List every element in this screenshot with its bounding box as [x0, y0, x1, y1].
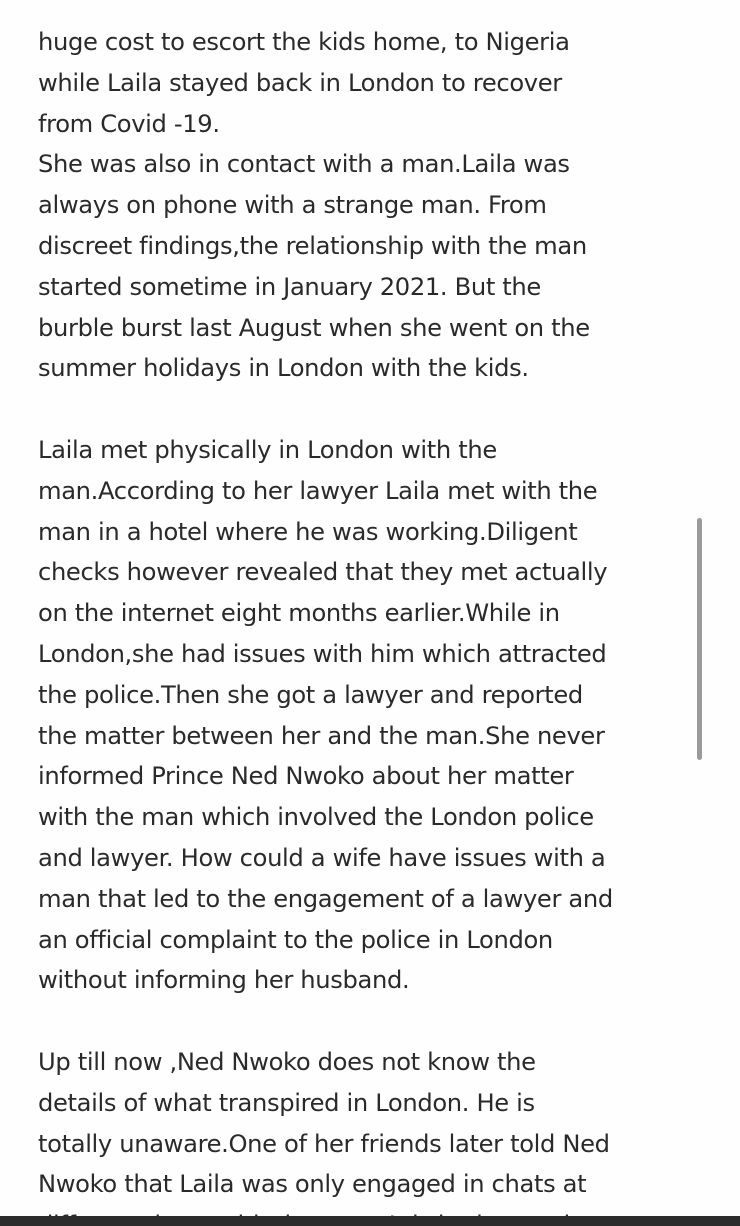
paragraph-spacer — [38, 1001, 678, 1042]
text-line: summer holidays in London with the kids. — [38, 354, 529, 383]
text-line: She was also in contact with a man.Laila was — [38, 150, 570, 179]
paragraph-spacer — [38, 389, 678, 430]
paragraph-3 — [38, 1042, 678, 1226]
paragraph-1 — [38, 22, 678, 389]
text-line: an official complaint to the police in London — [38, 925, 553, 954]
text-line: Nwoko that Laila was only engaged in chats at — [38, 1170, 587, 1199]
article-body[interactable] — [38, 22, 678, 1226]
text-line: from Covid -19. — [38, 109, 220, 138]
text-line: the police.Then she got a lawyer and reported — [38, 680, 583, 709]
text-line: man in a hotel where he was working.Diligent — [38, 517, 578, 546]
text-line: without informing her husband. — [38, 966, 410, 995]
text-line: checks however revealed that they met actually — [38, 558, 608, 587]
text-line: totally unaware.One of her friends later told Ned — [38, 1129, 610, 1158]
text-line: informed Prince Ned Nwoko about her matter — [38, 762, 574, 791]
text-line: details of what transpired in London. He is — [38, 1088, 535, 1117]
bottom-edge-bar — [0, 1216, 740, 1226]
text-line: Laila met physically in London with the — [38, 435, 497, 464]
text-line: man.According to her lawyer Laila met with the — [38, 476, 598, 505]
text-line: discreet findings,the relationship with the man — [38, 231, 587, 260]
text-line: burble burst last August when she went on the — [38, 313, 590, 342]
scrollbar-thumb[interactable] — [697, 518, 702, 760]
text-line: Up till now ,Ned Nwoko does not know the — [38, 1047, 536, 1076]
text-line: with the man which involved the London police — [38, 803, 594, 832]
text-line: on the internet eight months earlier.While in — [38, 599, 560, 628]
paragraph-2 — [38, 430, 678, 1001]
text-line: while Laila stayed back in London to recover — [38, 68, 562, 97]
text-line: started sometime in January 2021. But the — [38, 272, 541, 301]
text-line: man that led to the engagement of a lawyer and — [38, 884, 613, 913]
text-line: always on phone with a strange man. From — [38, 191, 547, 220]
text-line: and lawyer. How could a wife have issues with a — [38, 843, 606, 872]
text-line: the matter between her and the man.She never — [38, 721, 605, 750]
text-line: huge cost to escort the kids home, to Nigeria — [38, 28, 570, 56]
text-line: London,she had issues with him which attracted — [38, 639, 607, 668]
